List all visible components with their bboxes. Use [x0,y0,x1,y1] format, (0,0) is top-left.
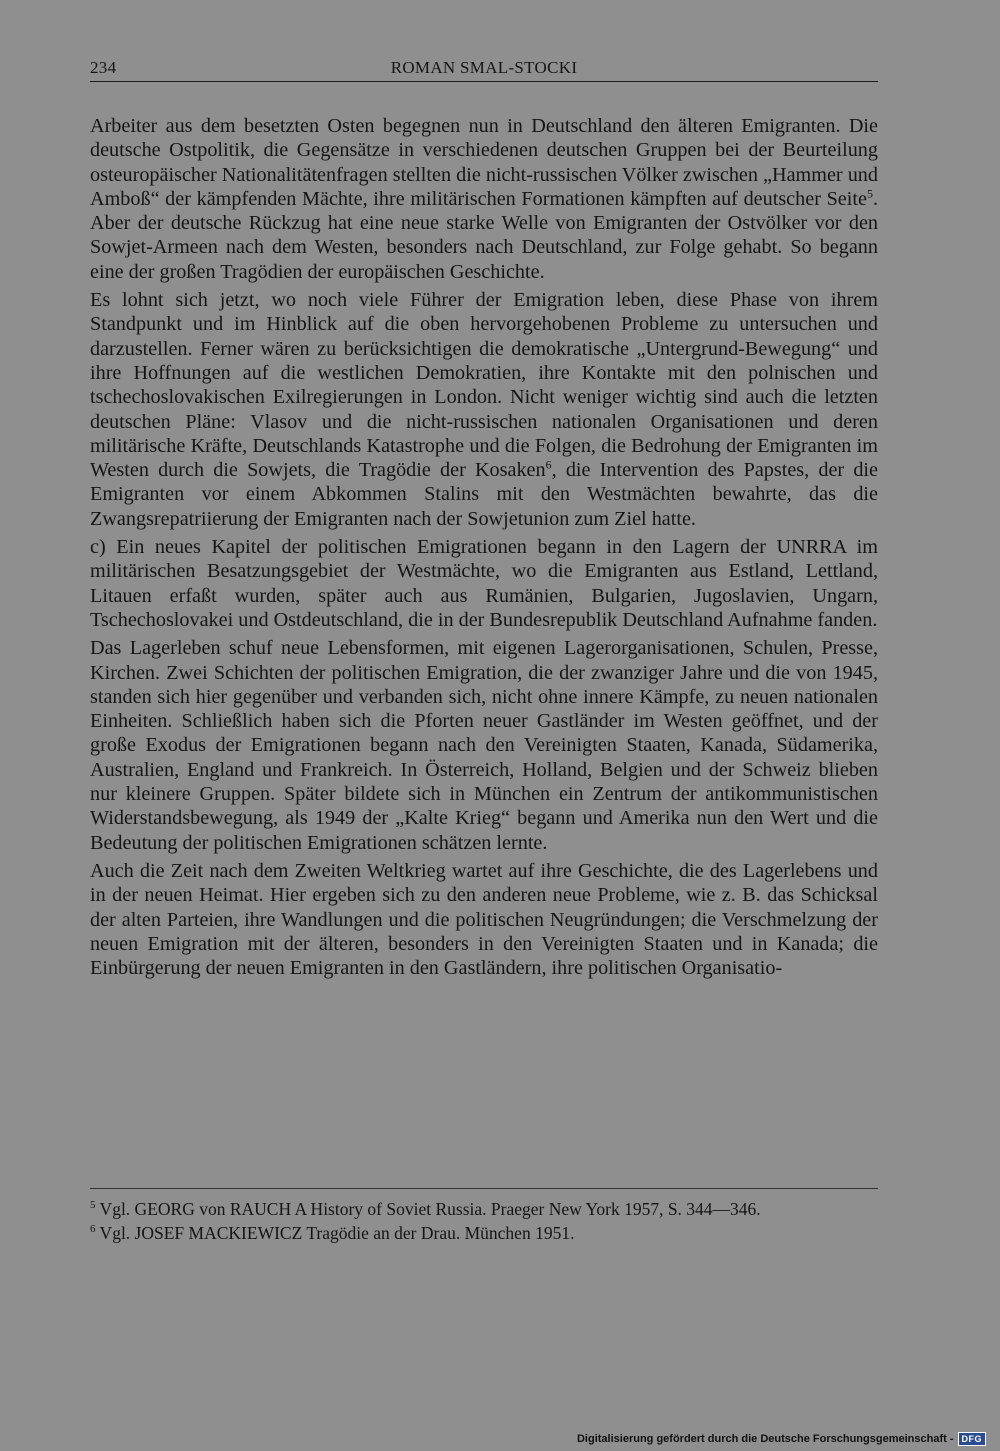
footnote-ref-5[interactable]: 5 [866,186,873,201]
paragraph-3: c) Ein neues Kapitel der politischen Emigrationen begann in den Lagern der UNRRA im militärischen Besatzungsgebiet der Westmächte, wo die Emigranten aus Estland, Lettland, Litauen erfaßt wurden, später auch aus Rumänien, Bulgarien, Jugoslavien, Ungarn, Tschechoslovakei und Ostdeutschland, die in der Bundesrepublik Deutschland Aufnahme fanden. [90,536,878,631]
paragraph-2: Es lohnt sich jetzt, wo noch viele Führer der Emigration leben, diese Phase von ihrem Standpunkt und im Hinblick auf die oben hervorgehobenen Probleme zu untersuchen und darzustellen. Ferner wären zu berücksichtigen die demokratische „Untergrund-Bewegung“ und ihre Hoffnungen auf die westlichen Demokratien, ihre Kontakte mit den polnischen und tschechoslovakischen Exilregierungen in London. Nicht weniger wichtig sind auch die letzten deutschen Pläne: Vlasov und die nicht-russischen nationalen Organisationen und deren militärische Kräfte, Deutschlands Katastrophe und die Folgen, die Bedrohung der Emigranten im Westen durch die Sowjets, die Tragödie der Kosaken$^6$, die Intervention des Papstes, der die Emigranten vor einem Abkommen Stalins mit den Westmächten bewahrte, das die Zwangsrepatriierung der Emigranten nach der Sowjetunion zum Ziel hatte. [90,289,878,530]
footnote-mark: 5 [90,1199,96,1212]
footnote-mark: 6 [90,1223,96,1236]
page-number: 234 [90,58,117,77]
credit-text: Digitalisierung gefördert durch die Deutsche Forschungsgemeinschaft - [576,1432,954,1445]
footnote-rule [90,1188,878,1189]
footnote-ref-6[interactable]: 6 [545,457,552,472]
running-title: ROMAN SMAL-STOCKI [390,58,578,77]
digitization-credit [577,1430,986,1447]
body-text [90,114,878,984]
running-header [90,58,878,80]
footnotes [90,1199,878,1247]
header-rule [90,81,878,82]
paragraph-4: Das Lagerleben schuf neue Lebensformen, mit eigenen Lagerorganisationen, Schulen, Presse, Kirchen. Zwei Schichten der politischen Emigration, die der zwanziger Jahre und die von 1945, standen sich hier gegenüber und verbanden sich, nicht ohne innere Kämpfe, zu neuen nationalen Einheiten. Schließlich haben sich die Pforten neuer Gastländer im Westen geöffnet, und der große Exodus der Emigrationen begann nach den Vereinigten Staaten, Kanada, Südamerika, Australien, England und Frankreich. In Österreich, Holland, Belgien und der Schweiz blieben nur kleinere Gruppen. Später bildete sich in München ein Zentrum der antikommunistischen Widerstandsbewegung, als 1949 der „Kalte Krieg“ begann und Amerika nun den Wert und die Bedeutung der politischen Emigrationen schätzen lernte. [90,637,878,854]
footnote-6: $^6$ Vgl. JOSEF MACKIEWICZ Tragödie an der Drau. München 1951. [90,1223,575,1243]
paragraph-1: Arbeiter aus dem besetzten Osten begegnen nun in Deutschland den älteren Emigranten. Die deutsche Ostpolitik, die Gegensätze in verschiedenen deutschen Gruppen bei der Beurteilung osteuropäischer Nationalitätenfragen stellten die nicht-russischen Völker zwischen „Hammer und Amboß“ der kämpfenden Mächte, ihre militärischen Formationen kämpften auf deutscher Seite$^5$. Aber der deutsche Rückzug hat eine neue starke Welle von Emigranten der Ostvölker vor den Sowjet-Armeen nach dem Westen, besonders nach Deutschland, zur Folge gehabt. So begann eine der großen Tragödien der europäischen Geschichte. [90,115,878,283]
paragraph-5: Auch die Zeit nach dem Zweiten Weltkrieg wartet auf ihre Geschichte, die des Lagerlebens und in der neuen Heimat. Hier ergeben sich zu den anderen neue Probleme, wie z. B. das Schicksal der alten Parteien, ihre Wandlungen und die politischen Neugründungen; die Verschmelzung der neuen Emigration mit der älteren, besonders in den Vereinigten Staaten und in Kanada; die Einbürgerung der neuen Emigranten in den Gastländern, ihre politischen Organisatio- [90,859,878,980]
footnote-5: $^5$ Vgl. GEORG von RAUCH A History of Soviet Russia. Praeger New York 1957, S. 344—346. [90,1199,761,1219]
dfg-logo-icon[interactable]: DFG [958,1432,987,1446]
